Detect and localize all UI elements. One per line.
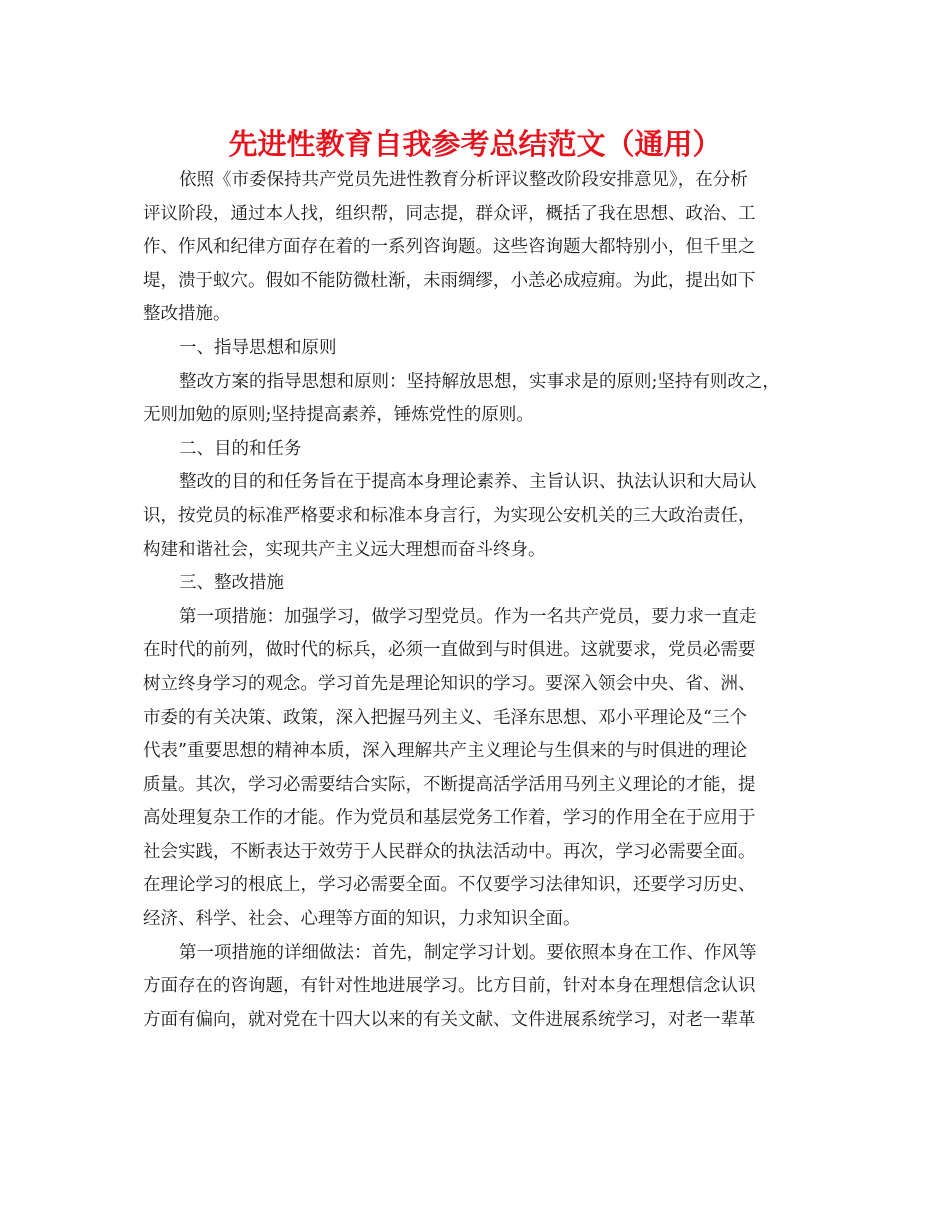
- document-body: [143, 164, 811, 1037]
- paragraph-line: 整改措施。: [143, 304, 231, 325]
- paragraph-line: 无则加勉的原则;坚持提高素养，锤炼党性的原则。: [143, 405, 534, 426]
- paragraph-line: 整改的目的和任务旨在于提高本身理论素养、主旨认识、执法认识和大局认: [179, 472, 757, 493]
- paragraph-line: 经济、科学、社会、心理等方面的知识，力求知识全面。: [143, 909, 581, 930]
- paragraph-line: 质量。其次，学习必需要结合实际，不断提高活学活用马列主义理论的才能，提: [143, 774, 756, 795]
- paragraph-line: 代表”重要思想的精神本质，深入理解共产主义理论与生俱来的与时俱进的理论: [143, 741, 747, 762]
- paragraph: [143, 601, 811, 937]
- paragraph-line: 作、作风和纪律方面存在着的一系列咨询题。这些咨询题大都特别小，但千里之: [143, 237, 756, 258]
- paragraph-line: 高处理复杂工作的才能。作为党员和基层党务工作着，学习的作用全在于应用于: [143, 808, 756, 829]
- paragraph: [143, 366, 811, 433]
- paragraph-line: 社会实践，不断表达于效劳于人民群众的执法活动中。再次，学习必需要全面。: [143, 841, 756, 862]
- paragraph-line: 评议阶段，通过本人找，组织帮，同志提，群众评，概括了我在思想、政治、工: [143, 203, 756, 224]
- section-heading: 二、目的和任务: [179, 438, 302, 459]
- paragraph-line: 构建和谐社会，实现共产主义远大理想而奋斗终身。: [143, 539, 546, 560]
- paragraph-line: 在时代的前列，做时代的标兵，必须一直做到与时俱进。这就要求，党员必需要: [143, 640, 756, 661]
- paragraph: [143, 164, 811, 332]
- section-heading: 三、整改措施: [179, 573, 284, 594]
- paragraph-line: 识，按党员的标准严格要求和标准本身言行，为实现公安机关的三大政治责任，: [143, 505, 756, 526]
- paragraph-line: 第一项措施：加强学习，做学习型党员。作为一名共产党员，要力求一直走: [179, 606, 757, 627]
- section-heading: 一、指导思想和原则: [179, 337, 337, 358]
- document-title: 先进性教育自我参考总结范文（通用）: [228, 127, 722, 161]
- paragraph-line: 方面有偏向，就对党在十四大以来的有关文献、文件进展系统学习，对老一辈革: [143, 1009, 756, 1030]
- paragraph-line: 堤，溃于蚁穴。假如不能防微杜渐，未雨绸缪，小恙必成痘痈。为此，提出如下: [143, 270, 756, 291]
- paragraph: [143, 937, 811, 1038]
- paragraph-line: 依照《市委保持共产党员先进性教育分析评议整改阶段安排意见》，在分析: [179, 170, 748, 190]
- paragraph-line: 树立终身学习的观念。学习首先是理论知识的学习。要深入领会中央、省、洲、: [143, 673, 756, 694]
- paragraph-line: 市委的有关决策、政策，深入把握马列主义、毛泽东思想、邓小平理论及“三个: [143, 707, 747, 728]
- paragraph-line: 方面存在的咨询题，有针对性地进展学习。比方目前，针对本身在理想信念认识: [143, 976, 756, 997]
- paragraph: [143, 466, 811, 567]
- paragraph-line: 第一项措施的详细做法：首先，制定学习计划。要依照本身在工作、作风等: [179, 942, 757, 963]
- paragraph-line: 整改方案的指导思想和原则：坚持解放思想，实事求是的原则;坚持有则改之，: [179, 371, 780, 392]
- paragraph-line: 在理论学习的根底上，学习必需要全面。不仅要学习法律知识，还要学习历史、: [143, 875, 756, 896]
